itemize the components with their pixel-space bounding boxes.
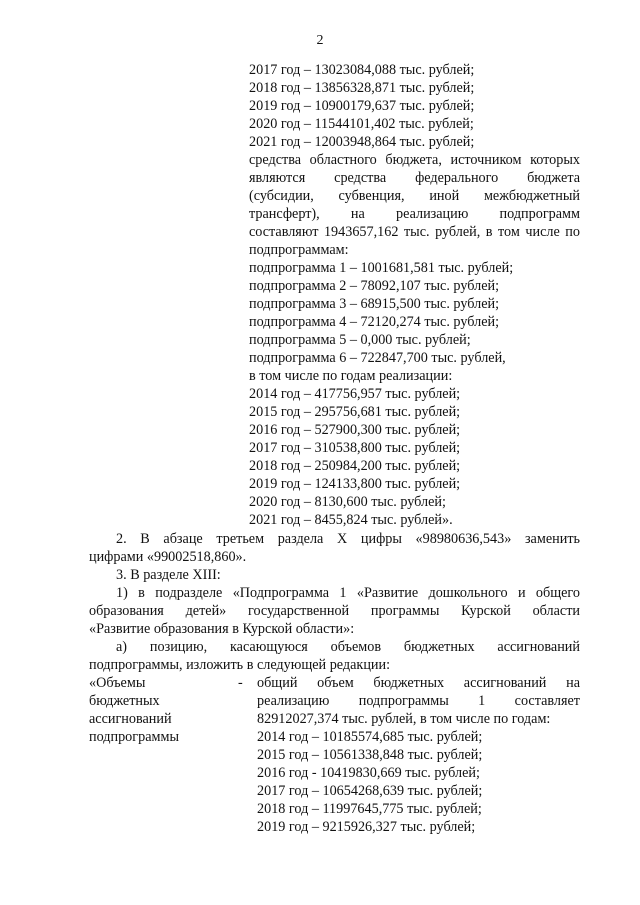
year-line: 2018 год – 11997645,775 тыс. рублей;: [257, 801, 482, 817]
text-line: подпрограммам:: [249, 242, 349, 258]
year-line: 2015 год – 10561338,848 тыс. рублей;: [257, 747, 483, 763]
text-line: трансферт), на реализацию подпрограмм: [249, 206, 580, 222]
year-line: 2019 год – 124133,800 тыс. рублей;: [249, 476, 461, 492]
dash-separator: -: [238, 675, 243, 691]
item-3-1-paragraph: [89, 584, 580, 638]
year-line: 2017 год – 13023084,088 тыс. рублей;: [249, 62, 475, 78]
year-line: 2020 год – 11544101,402 тыс. рублей;: [249, 116, 474, 132]
text-line: 3. В разделе XIII:: [116, 567, 221, 583]
year-line: 2021 год – 8455,824 тыс. рублей».: [249, 512, 453, 528]
text-line: (субсидии, субвенция, иной межбюджетный: [249, 188, 580, 204]
value-line: 82912027,374 тыс. рублей, в том числе по годам:: [257, 711, 551, 727]
text-line: являются средства федерального бюджета: [249, 170, 580, 186]
year-line: 2016 год – 527900,300 тыс. рублей;: [249, 422, 461, 438]
text-line: 1) в подразделе «Подпрограмма 1 «Развитие дошкольного и общего: [116, 585, 580, 601]
text-line: «Развитие образования в Курской области»:: [89, 621, 355, 637]
subprogram-line: подпрограмма 1 – 1001681,581 тыс. рублей;: [249, 260, 514, 276]
text-line: составляют 1943657,162 тыс. рублей, в том числе по: [249, 224, 580, 240]
year-line: 2019 год – 10900179,637 тыс. рублей;: [249, 98, 475, 114]
subprogram-line: подпрограмма 3 – 68915,500 тыс. рублей;: [249, 296, 500, 312]
year-line: 2016 год - 10419830,669 тыс. рублей;: [257, 765, 480, 781]
item-2-paragraph: [89, 530, 580, 566]
year-line: 2014 год – 10185574,685 тыс. рублей;: [257, 729, 483, 745]
passport-value: [257, 674, 580, 836]
label-line: ассигнований: [89, 711, 172, 727]
text-line: 2. В абзаце третьем раздела X цифры «98980636,543» заменить: [116, 531, 580, 547]
year-line: 2017 год – 310538,800 тыс. рублей;: [249, 440, 461, 456]
subprogram-line: подпрограмма 6 – 722847,700 тыс. рублей,: [249, 350, 506, 366]
subprogram-line: в том числе по годам реализации:: [249, 368, 453, 384]
subprogram-line: подпрограмма 5 – 0,000 тыс. рублей;: [249, 332, 471, 348]
regional-budget-text: [249, 151, 580, 259]
value-line: реализацию подпрограммы 1 составляет: [257, 693, 580, 709]
year-line: 2020 год – 8130,600 тыс. рублей;: [249, 494, 446, 510]
text-line: образования детей» государственной программы Курской области: [89, 603, 580, 619]
year-line: 2018 год – 250984,200 тыс. рублей;: [249, 458, 461, 474]
funding-years-regional: [249, 385, 580, 529]
year-line: 2021 год – 12003948,864 тыс. рублей;: [249, 134, 475, 150]
page-number: 2: [316, 33, 324, 48]
item-3-heading: [89, 566, 580, 584]
funding-years-total: [249, 61, 580, 151]
year-line: 2019 год – 9215926,327 тыс. рублей;: [257, 819, 476, 835]
text-line: средства областного бюджета, источником которых: [249, 152, 580, 168]
subprogram-list: [249, 259, 580, 385]
passport-label: [89, 674, 249, 746]
label-line: бюджетных: [89, 693, 160, 709]
value-line: общий объем бюджетных ассигнований на: [257, 675, 580, 691]
text-line: цифрами «99002518,860».: [89, 549, 247, 565]
year-line: 2014 год – 417756,957 тыс. рублей;: [249, 386, 461, 402]
text-line: подпрограммы, изложить в следующей редакции:: [89, 657, 391, 673]
label-line: подпрограммы: [89, 729, 179, 745]
subprogram-line: подпрограмма 2 – 78092,107 тыс. рублей;: [249, 278, 500, 294]
year-line: 2015 год – 295756,681 тыс. рублей;: [249, 404, 461, 420]
year-line: 2017 год – 10654268,639 тыс. рублей;: [257, 783, 483, 799]
item-3-1a-paragraph: [89, 638, 580, 674]
subprogram-line: подпрограмма 4 – 72120,274 тыс. рублей;: [249, 314, 500, 330]
year-line: 2018 год – 13856328,871 тыс. рублей;: [249, 80, 475, 96]
label-line: «Объемы: [89, 675, 146, 691]
text-line: а) позицию, касающуюся объемов бюджетных ассигнований: [116, 639, 580, 655]
